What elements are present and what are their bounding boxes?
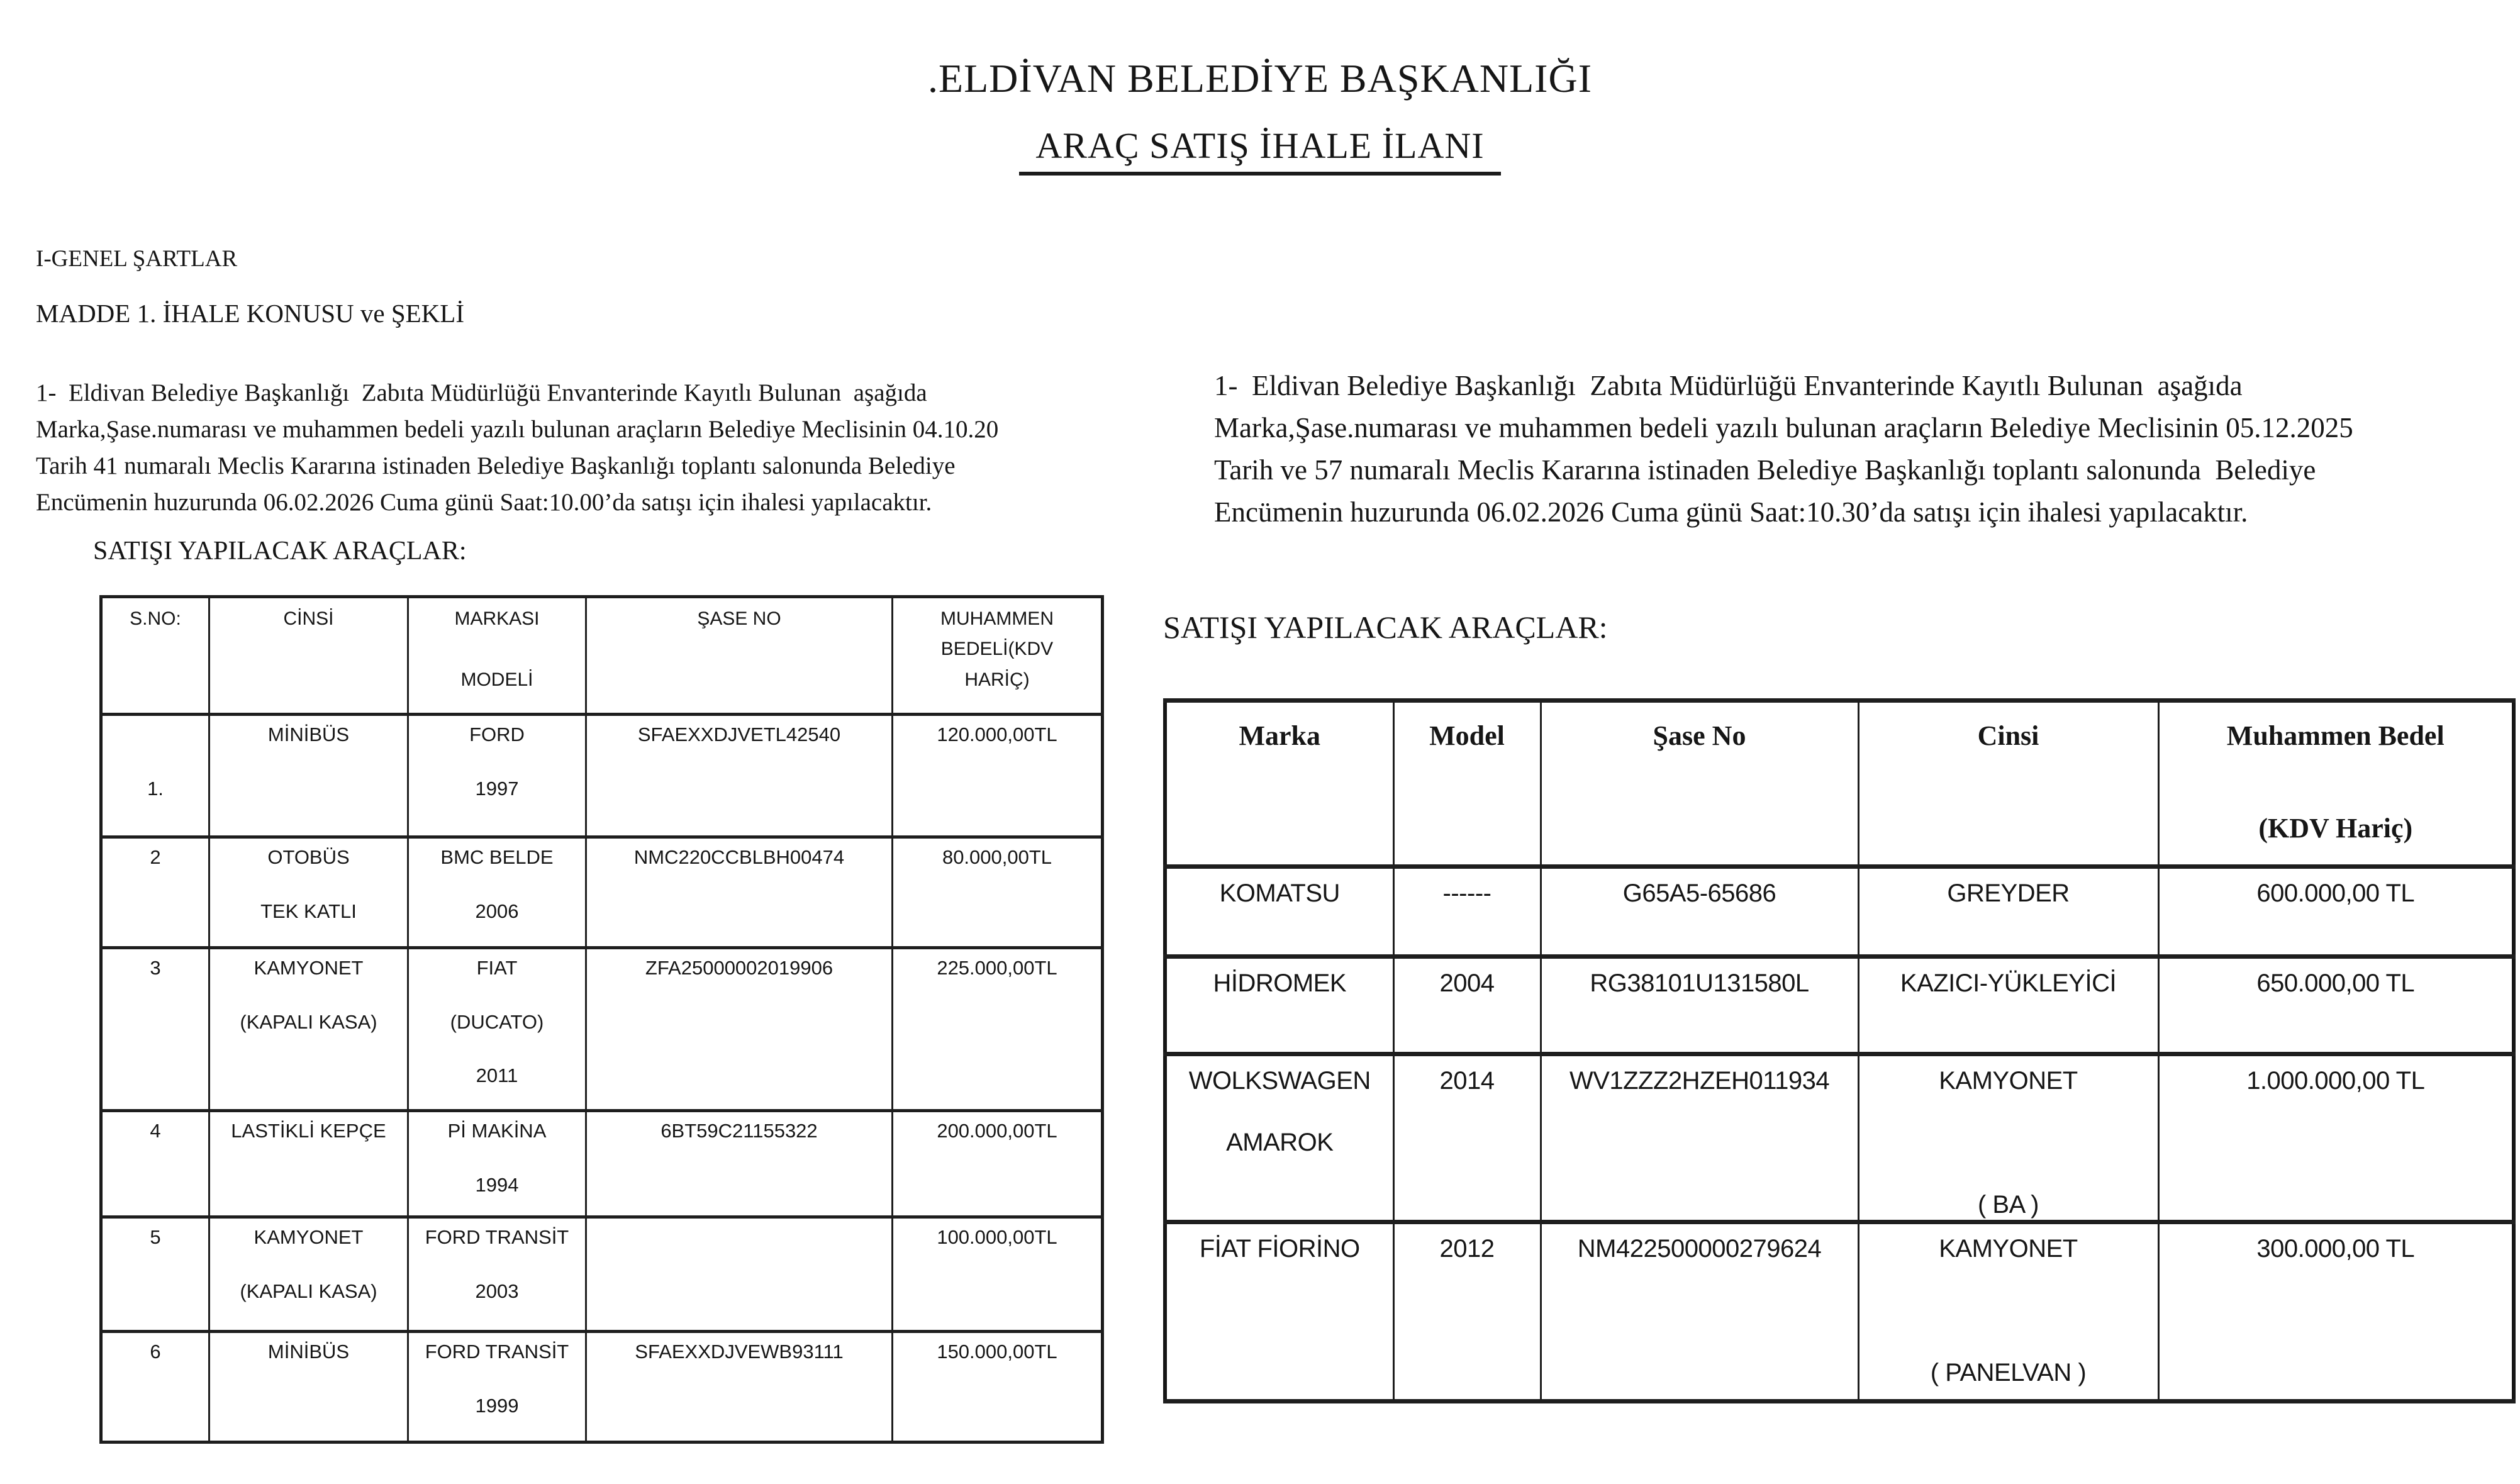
- cell-line: ( BA ): [1977, 1190, 2039, 1219]
- cell-line: Cinsi: [1977, 720, 2039, 751]
- cell-line: 120.000,00TL: [937, 723, 1057, 745]
- right-table-caption: SATIŞI YAPILACAK ARAÇLAR:: [1163, 610, 1608, 645]
- cell-line: KAMYONET: [1939, 1067, 2078, 1095]
- cell-line: LASTİKLİ KEPÇE: [231, 1120, 386, 1142]
- cell-line: 1997: [475, 777, 519, 800]
- table-row: [101, 948, 1103, 1111]
- body-cell: [893, 1332, 1103, 1442]
- cell-line: FORD TRANSİT: [425, 1341, 569, 1363]
- cell-line: KAMYONET: [254, 1226, 364, 1248]
- cell-line: [1860, 1128, 2157, 1157]
- cell-line: 2006: [475, 900, 519, 922]
- cell-line: Marka: [1239, 720, 1321, 751]
- cell-line: HİDROMEK: [1213, 969, 1347, 997]
- body-cell: [209, 715, 408, 837]
- cell-line: [588, 1226, 891, 1249]
- cell-line: KAZICI-YÜKLEYİCİ: [1900, 969, 2117, 997]
- table-row: [1165, 1222, 2514, 1402]
- cell-line: 5: [150, 1226, 161, 1248]
- subtitle-row: [0, 125, 2520, 176]
- cell-line: ŞASE NO: [697, 608, 781, 629]
- cell-line: MARKASI: [454, 608, 540, 629]
- cell-line: 80.000,00TL: [942, 846, 1052, 868]
- right-paragraph-line: Encümenin huzurunda 06.02.2026 Cuma günü Saat:10.30’da satışı için ihalesi yapılacaktır.: [1214, 496, 2248, 528]
- header-cell: [101, 597, 209, 715]
- cell-line: SFAEXXDJVETL42540: [637, 723, 841, 745]
- cell-line: NM422500000279624: [1577, 1235, 1822, 1263]
- body-cell: [2158, 1054, 2514, 1222]
- body-cell: [586, 948, 893, 1111]
- cell-line: MİNİBÜS: [267, 1341, 350, 1363]
- body-cell: [408, 1332, 586, 1442]
- body-cell: [1541, 867, 1858, 957]
- body-cell: [101, 948, 209, 1111]
- body-cell: [209, 837, 408, 948]
- body-cell: [408, 837, 586, 948]
- cell-line: MUHAMMEN: [940, 608, 1054, 629]
- table-row: [101, 837, 1103, 948]
- cell-line: (KAPALI KASA): [240, 1010, 377, 1033]
- cell-line: [410, 639, 584, 661]
- table-row: [1165, 957, 2514, 1054]
- body-cell: [209, 948, 408, 1111]
- header-cell: [1393, 701, 1541, 867]
- cell-line: ( PANELVAN ): [1930, 1359, 2087, 1386]
- cell-line: 2004: [1439, 969, 1495, 997]
- cell-line: BMC BELDE: [440, 846, 554, 868]
- header-cell: [209, 597, 408, 715]
- body-cell: [893, 1111, 1103, 1217]
- body-cell: [586, 715, 893, 837]
- left-table-caption: SATIŞI YAPILACAK ARAÇLAR:: [93, 537, 467, 566]
- header-cell: [1541, 701, 1858, 867]
- body-cell: [408, 1217, 586, 1332]
- cell-line: 4: [150, 1120, 161, 1142]
- cell-line: Pİ MAKİNA: [447, 1120, 547, 1142]
- cell-line: KOMATSU: [1219, 879, 1340, 907]
- body-cell: [1858, 1054, 2158, 1222]
- header-cell: [586, 597, 893, 715]
- right-table: [1163, 698, 2516, 1403]
- body-cell: [209, 1111, 408, 1217]
- cell-line: [1860, 1297, 2157, 1325]
- table-row: [101, 1332, 1103, 1442]
- body-cell: [1393, 957, 1541, 1054]
- cell-line: GREYDER: [1947, 879, 2070, 907]
- body-cell: [209, 1217, 408, 1332]
- left-paragraph: [36, 375, 1100, 521]
- header-cell: [408, 597, 586, 715]
- cell-line: FORD: [469, 723, 525, 745]
- body-cell: [1858, 957, 2158, 1054]
- cell-line: S.NO:: [130, 608, 181, 629]
- cell-line: RG38101U131580L: [1590, 969, 1809, 997]
- body-cell: [408, 715, 586, 837]
- right-paragraph-line: 1- Eldivan Belediye Başkanlığı Zabıta Müdürlüğü Envanterinde Kayıtlı Bulunan aşağıda: [1214, 370, 2243, 401]
- body-cell: [1541, 1054, 1858, 1222]
- cell-line: ------: [1442, 879, 1491, 907]
- cell-line: 2014: [1439, 1067, 1495, 1095]
- cell-line: G65A5-65686: [1622, 879, 1776, 907]
- body-cell: [893, 715, 1103, 837]
- cell-line: Şase No: [1653, 720, 1746, 751]
- cell-line: ZFA25000002019906: [645, 957, 833, 979]
- cell-line: 600.000,00 TL: [2256, 879, 2415, 907]
- cell-line: MODELİ: [460, 669, 533, 690]
- header-cell: [1165, 701, 1393, 867]
- cell-line: 150.000,00TL: [937, 1341, 1057, 1363]
- cell-line: WOLKSWAGEN: [1188, 1067, 1371, 1095]
- body-cell: [1858, 867, 2158, 957]
- cell-line: Model: [1429, 720, 1505, 751]
- body-cell: [101, 837, 209, 948]
- header-cell: [2158, 701, 2514, 867]
- cell-line: NMC220CCBLBH00474: [633, 846, 845, 868]
- cell-line: SFAEXXDJVEWB93111: [635, 1341, 844, 1363]
- table-row: [1165, 1054, 2514, 1222]
- body-cell: [1541, 957, 1858, 1054]
- cell-line: (DUCATO): [450, 1010, 544, 1033]
- cell-line: KAMYONET: [1939, 1235, 2078, 1263]
- cell-line: FİAT FİORİNO: [1199, 1235, 1360, 1263]
- cell-line: [103, 723, 208, 746]
- cell-line: 1999: [475, 1394, 519, 1417]
- cell-line: (KAPALI KASA): [240, 1280, 377, 1302]
- body-cell: [2158, 867, 2514, 957]
- left-paragraph-line: Marka,Şase.numarası ve muhammen bedeli yazılı bulunan araçların Belediye Meclisinin 04.10.20: [36, 416, 999, 443]
- body-cell: [408, 948, 586, 1111]
- cell-line: 200.000,00TL: [937, 1120, 1057, 1142]
- body-cell: [1393, 1054, 1541, 1222]
- body-cell: [893, 948, 1103, 1111]
- page-title: .ELDİVAN BELEDİYE BAŞKANLIĞI: [927, 56, 1593, 101]
- cell-line: (KDV Hariç): [2258, 813, 2413, 844]
- body-cell: [101, 715, 209, 837]
- body-cell: [209, 1332, 408, 1442]
- header-cell: [893, 597, 1103, 715]
- body-cell: [893, 837, 1103, 948]
- right-vehicles-table: [1163, 698, 2516, 1403]
- cell-line: WV1ZZZ2HZEH011934: [1569, 1067, 1830, 1095]
- header-cell: [1858, 701, 2158, 867]
- cell-line: KAMYONET: [254, 957, 364, 979]
- cell-line: CİNSİ: [283, 608, 334, 629]
- cell-line: 2: [150, 846, 161, 868]
- table-header-row: [101, 597, 1103, 715]
- cell-line: 2012: [1439, 1235, 1495, 1263]
- body-cell: [1541, 1222, 1858, 1402]
- body-cell: [101, 1332, 209, 1442]
- cell-line: AMAROK: [1226, 1129, 1334, 1157]
- cell-line: 2011: [476, 1064, 518, 1087]
- body-cell: [2158, 1222, 2514, 1402]
- cell-line: 2003: [475, 1280, 519, 1302]
- left-table: [99, 595, 1104, 1444]
- left-paragraph-line: Encümenin huzurunda 06.02.2026 Cuma günü Saat:10.00’da satışı için ihalesi yapılacaktır.: [36, 489, 932, 516]
- cell-line: 6: [150, 1341, 161, 1363]
- cell-line: 650.000,00 TL: [2256, 969, 2415, 997]
- body-cell: [1165, 1222, 1393, 1402]
- cell-line: 1.: [147, 777, 164, 800]
- cell-line: HARİÇ): [964, 669, 1030, 690]
- table-row: [101, 1217, 1103, 1332]
- body-cell: [408, 1111, 586, 1217]
- left-paragraph-line: 1- Eldivan Belediye Başkanlığı Zabıta Müdürlüğü Envanterinde Kayıtlı Bulunan aşağıda: [36, 379, 927, 406]
- cell-line: Muhammen Bedel: [2226, 720, 2445, 751]
- table-row: [101, 1111, 1103, 1217]
- cell-line: FORD TRANSİT: [425, 1226, 569, 1248]
- body-cell: [101, 1217, 209, 1332]
- cell-line: 1994: [475, 1173, 519, 1196]
- cell-line: 6BT59C21155322: [661, 1120, 818, 1142]
- table-row: [101, 715, 1103, 837]
- cell-line: MİNİBÜS: [267, 723, 350, 745]
- body-cell: [1393, 1222, 1541, 1402]
- body-cell: [1165, 867, 1393, 957]
- body-cell: [586, 837, 893, 948]
- body-cell: [1165, 1054, 1393, 1222]
- table-row: [1165, 867, 2514, 957]
- cell-line: 300.000,00 TL: [2256, 1235, 2415, 1263]
- left-vehicles-table: [99, 595, 1104, 1444]
- cell-line: TEK KATLI: [260, 900, 357, 922]
- cell-line: FIAT: [476, 957, 518, 979]
- body-cell: [1393, 867, 1541, 957]
- page-subtitle: ARAÇ SATIŞ İHALE İLANI: [1019, 125, 1500, 176]
- cell-line: 1.000.000,00 TL: [2246, 1067, 2425, 1095]
- body-cell: [586, 1217, 893, 1332]
- cell-line: 3: [150, 957, 161, 979]
- body-cell: [586, 1111, 893, 1217]
- left-paragraph-line: Tarih 41 numaralı Meclis Kararına istinaden Belediye Başkanlığı toplantı salonunda Belediye: [36, 452, 956, 479]
- right-paragraph-line: Tarih ve 57 numaralı Meclis Kararına istinaden Belediye Başkanlığı toplantı salonunda Belediye: [1214, 454, 2316, 486]
- title-row: [0, 55, 2520, 102]
- heading-genel-sartlar: I-GENEL ŞARTLAR: [36, 246, 238, 272]
- right-paragraph-line: Marka,Şase.numarası ve muhammen bedeli yazılı bulunan araçların Belediye Meclisinin 05.12.2025: [1214, 412, 2353, 444]
- cell-line: 100.000,00TL: [937, 1226, 1057, 1248]
- heading-madde-1: MADDE 1. İHALE KONUSU ve ŞEKLİ: [36, 299, 464, 328]
- body-cell: [1165, 957, 1393, 1054]
- table-header-row: [1165, 701, 2514, 867]
- cell-line: BEDELİ(KDV: [940, 639, 1054, 660]
- body-cell: [2158, 957, 2514, 1054]
- cell-line: OTOBÜS: [267, 846, 350, 868]
- body-cell: [893, 1217, 1103, 1332]
- right-paragraph: [1214, 365, 2450, 533]
- body-cell: [101, 1111, 209, 1217]
- body-cell: [586, 1332, 893, 1442]
- cell-line: 225.000,00TL: [937, 957, 1057, 979]
- body-cell: [1858, 1222, 2158, 1402]
